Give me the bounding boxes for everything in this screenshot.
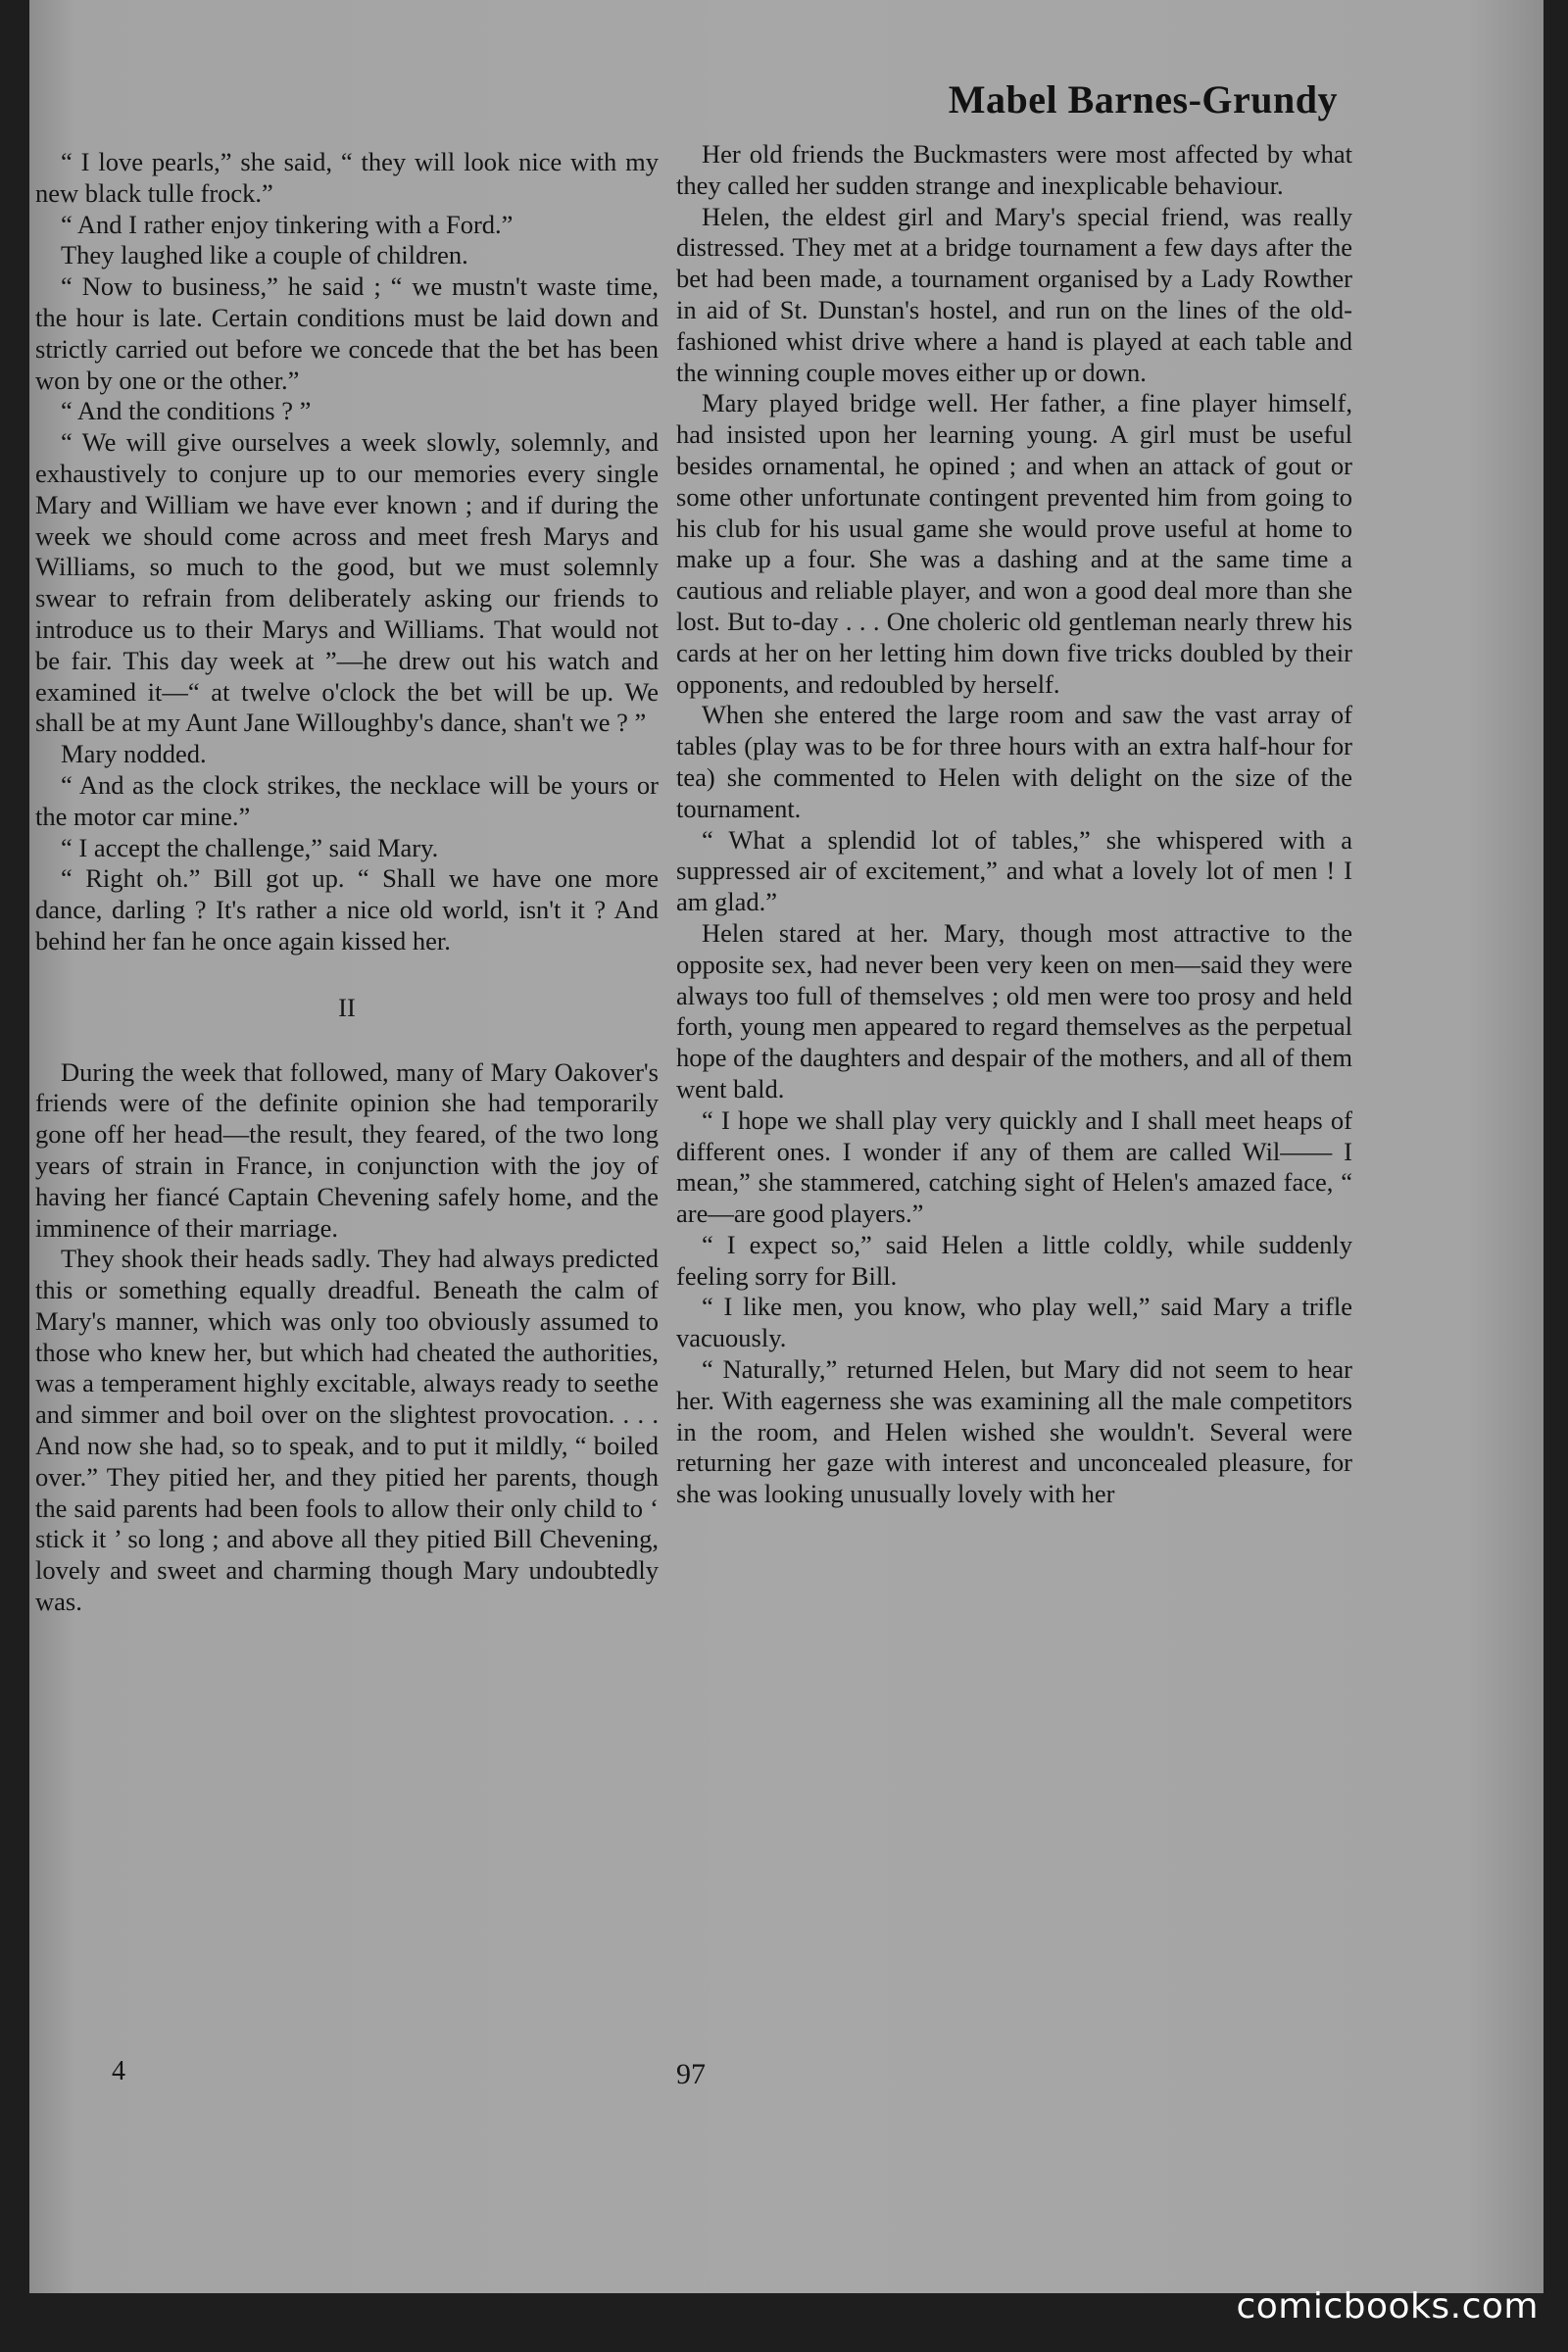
- paragraph: They laughed like a couple of children.: [61, 240, 468, 270]
- paragraph: “ Naturally,” returned Helen, but Mary did not seem to hear her. With eagerness she was examining all the male competitors in the room, and Helen wished she wouldn't. Several were returning her gaze with interest and unconcealed pleasure, for she was looking unusually lovely with her: [676, 1354, 1352, 1509]
- paragraph: “ I like men, you know, who play well,” said Mary a trifle vacuously.: [676, 1292, 1352, 1353]
- paragraph: Her old friends the Buckmasters were most affected by what they called her sudden strange and inexplicable behaviour.: [676, 139, 1352, 200]
- left-column: [35, 147, 659, 1618]
- paragraph: They shook their heads sadly. They had always predicted this or something equally dreadful. Beneath the calm of Mary's manner, which was only too obviously assumed to those who knew her, but which had cheated the authorities, was a temperament highly excitable, always ready to seethe and simmer and boil over on the slightest provocation. . . . And now she had, so to speak, and to put it mildly, “ boiled over.” They pitied her, and they pitied her parents, though the said parents had been fools to allow their only child to ‘ stick it ’ so long ; and above all they pitied Bill Chevening, lovely and sweet and charming though Mary undoubtedly was.: [35, 1244, 659, 1617]
- paragraph: “ Now to business,” he said ; “ we mustn't waste time, the hour is late. Certain conditions must be laid down and strictly carried out before we concede that the bet has been won by one or the other.”: [35, 271, 659, 395]
- magazine-page: [29, 0, 1544, 2293]
- paragraph: When she entered the large room and saw the vast array of tables (play was to be for three hours with an extra half-hour for tea) she commented to Helen with delight on the size of the tournament.: [676, 700, 1352, 823]
- paragraph: Mary played bridge well. Her father, a fine player himself, had insisted upon her learning young. A girl must be useful besides ornamental, he opined ; and when an attack of gout or some other unfortunate contingent prevented him from going to his club for his usual game she would prove useful at home to make up a four. She was a dashing and at the same time a cautious and reliable player, and won a good deal more than she lost. But to-day . . . One choleric old gentleman nearly threw his cards at her on her letting him down five tricks doubled by their opponents, and redoubled by herself.: [676, 388, 1352, 699]
- signature-mark: 4: [112, 2056, 125, 2086]
- paragraph: “ And as the clock strikes, the necklace will be yours or the motor car mine.”: [35, 769, 659, 831]
- paragraph: “ I expect so,” said Helen a little coldly, while suddenly feeling sorry for Bill.: [676, 1229, 1352, 1291]
- site-watermark: comicbooks.com: [1236, 2286, 1539, 2327]
- paragraph: Mary nodded.: [61, 739, 207, 769]
- paragraph: “ I love pearls,” she said, “ they will look nice with my new black tulle frock.”: [35, 147, 659, 208]
- paragraph: “ I hope we shall play very quickly and I shall meet heaps of different ones. I wonder if any of them are called Wil—— I mean,” she stammered, catching sight of Helen's amazed face, “ are—are good players.”: [676, 1104, 1352, 1229]
- paragraph: During the week that followed, many of Mary Oakover's friends were of the definite opinion she had temporarily gone off her head—the result, they feared, of the two long years of strain in France, in conjunction with the joy of having her fiancé Captain Chevening safely home, and the imminence of their marriage.: [35, 1056, 659, 1243]
- paragraph: “ Right oh.” Bill got up. “ Shall we have one more dance, darling ? It's rather a nice old world, isn't it ? And behind her fan he once again kissed her.: [35, 863, 659, 956]
- paragraph: Helen, the eldest girl and Mary's special friend, was really distressed. They met at a bridge tournament a few days after the bet had been made, a tournament organised by a Lady Rowther in aid of St. Dunstan's hostel, and run on the lines of the old-fashioned whist drive where a hand is played at each table and the winning couple moves either up or down.: [676, 201, 1352, 387]
- running-header-author: Mabel Barnes-Grundy: [948, 77, 1338, 122]
- paragraph: “ What a splendid lot of tables,” she whispered with a suppressed air of excitement,” and what a lovely lot of men ! I am glad.”: [676, 824, 1352, 917]
- paragraph: “ I accept the challenge,” said Mary.: [61, 832, 439, 862]
- paragraph: “ And I rather enjoy tinkering with a Ford.”: [61, 209, 514, 239]
- page-number: 97: [676, 2058, 706, 2090]
- section-number: II: [338, 992, 356, 1022]
- right-column: [676, 139, 1352, 1510]
- paragraph: Helen stared at her. Mary, though most attractive to the opposite sex, had never been very keen on men—said they were always too full of themselves ; old men were too prosy and held forth, young men appeared to regard themselves as the perpetual hope of the daughters and despair of the mothers, and all of them went bald.: [676, 917, 1352, 1103]
- paragraph: “ And the conditions ? ”: [61, 396, 312, 426]
- paragraph: “ We will give ourselves a week slowly, solemnly, and exhaustively to conjure up to our memories every single Mary and William we have ever known ; and if during the week we should come across and meet fresh Marys and Williams, so much to the good, but we must solemnly swear to refrain from deliberately asking our friends to introduce us to their Marys and Williams. That would not be fair. This day week at ”—he drew out his watch and examined it—“ at twelve o'clock the bet will be up. We shall be at my Aunt Jane Willoughby's dance, shan't we ? ”: [35, 427, 659, 738]
